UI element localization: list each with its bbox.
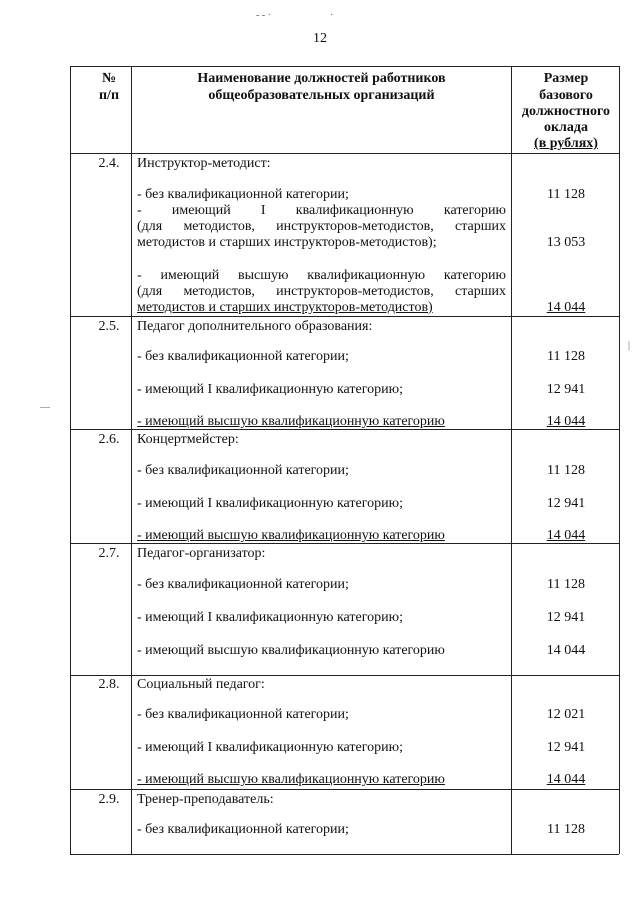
list-item: - имеющий высшую квалификационную категорию: [137, 528, 445, 543]
list-item: - имеющий I квалификационную категорию;: [137, 740, 403, 755]
salary-value: 11 128: [547, 577, 585, 592]
scan-mark: |: [628, 340, 631, 351]
salary-value: 11 128: [547, 822, 585, 837]
list-item: - имеющий I квалификационную категорию;: [137, 496, 403, 511]
header-salary-5: (в рублях): [534, 136, 598, 151]
row-title: Тренер-преподаватель:: [137, 792, 274, 807]
salary-value: 14 044: [546, 300, 586, 315]
list-item: - без квалификационной категории;: [137, 463, 349, 478]
header-salary-4: оклада: [543, 120, 588, 135]
scan-mark: —: [40, 402, 50, 413]
list-item: - имеющий высшую квалификационную категорию: [137, 772, 445, 787]
list-item: - без квалификационной категории;: [137, 577, 349, 592]
header-name-1: Наименование должностей работников: [197, 71, 446, 86]
row-num: 2.4.: [98, 156, 120, 171]
list-item: - имеющий высшую квалификационную категорию: [137, 643, 445, 658]
page-number: 12: [313, 31, 327, 46]
list-item: - имеющий I квалификационную категорию: [137, 203, 506, 218]
salary-value: 11 128: [547, 187, 585, 202]
header-salary-3: должностного: [521, 104, 611, 119]
salary-value: 12 941: [546, 382, 586, 397]
list-item: (для методистов, инструкторов-методистов, старших: [137, 219, 506, 234]
list-item: методистов и старших инструкторов-методистов): [137, 300, 433, 315]
row-title: Социальный педагог:: [137, 677, 265, 692]
list-item: (для методистов, инструкторов-методистов, старших: [137, 284, 506, 299]
header-num-2: п/п: [98, 88, 120, 103]
salary-value: 13 053: [546, 235, 586, 250]
row-title: Педагог-организатор:: [137, 546, 266, 561]
header-name-2: общеобразовательных организаций: [208, 88, 435, 103]
row-title: Концертмейстер:: [137, 432, 239, 447]
list-item: - имеющий высшую квалификационную категорию: [137, 268, 506, 283]
list-item: - имеющий высшую квалификационную категорию: [137, 414, 445, 429]
row-title: Педагог дополнительного образования:: [137, 319, 373, 334]
list-item: - имеющий I квалификационную категорию;: [137, 382, 403, 397]
list-item: - без квалификационной категории;: [137, 822, 349, 837]
scan-mark: ·: [330, 10, 334, 21]
header-num-1: №: [101, 71, 117, 86]
row-num: 2.7.: [98, 546, 120, 561]
row-num: 2.9.: [98, 792, 120, 807]
header-salary-2: базового: [539, 88, 593, 103]
salary-value: 11 128: [547, 349, 585, 364]
salary-value: 12 941: [546, 610, 586, 625]
salary-value: 14 044: [546, 528, 586, 543]
row-num: 2.8.: [98, 677, 120, 692]
list-item: методистов и старших инструкторов-методистов);: [137, 235, 437, 250]
salary-value: 11 128: [547, 463, 585, 478]
list-item: - без квалификационной категории;: [137, 707, 349, 722]
salary-value: 14 044: [546, 643, 586, 658]
salary-value: 14 044: [546, 414, 586, 429]
row-num: 2.5.: [98, 319, 120, 334]
row-title: Инструктор-методист:: [137, 156, 271, 171]
list-item: - без квалификационной категории;: [137, 187, 349, 202]
scan-mark: ‐ ‐ ·: [256, 10, 271, 21]
salary-value: 12 941: [546, 496, 586, 511]
list-item: - без квалификационной категории;: [137, 349, 349, 364]
salary-value: 14 044: [546, 772, 586, 787]
salary-value: 12 941: [546, 740, 586, 755]
list-item: - имеющий I квалификационную категорию;: [137, 610, 403, 625]
salary-value: 12 021: [546, 707, 586, 722]
row-num: 2.6.: [98, 432, 120, 447]
header-salary-1: Размер: [543, 71, 589, 86]
